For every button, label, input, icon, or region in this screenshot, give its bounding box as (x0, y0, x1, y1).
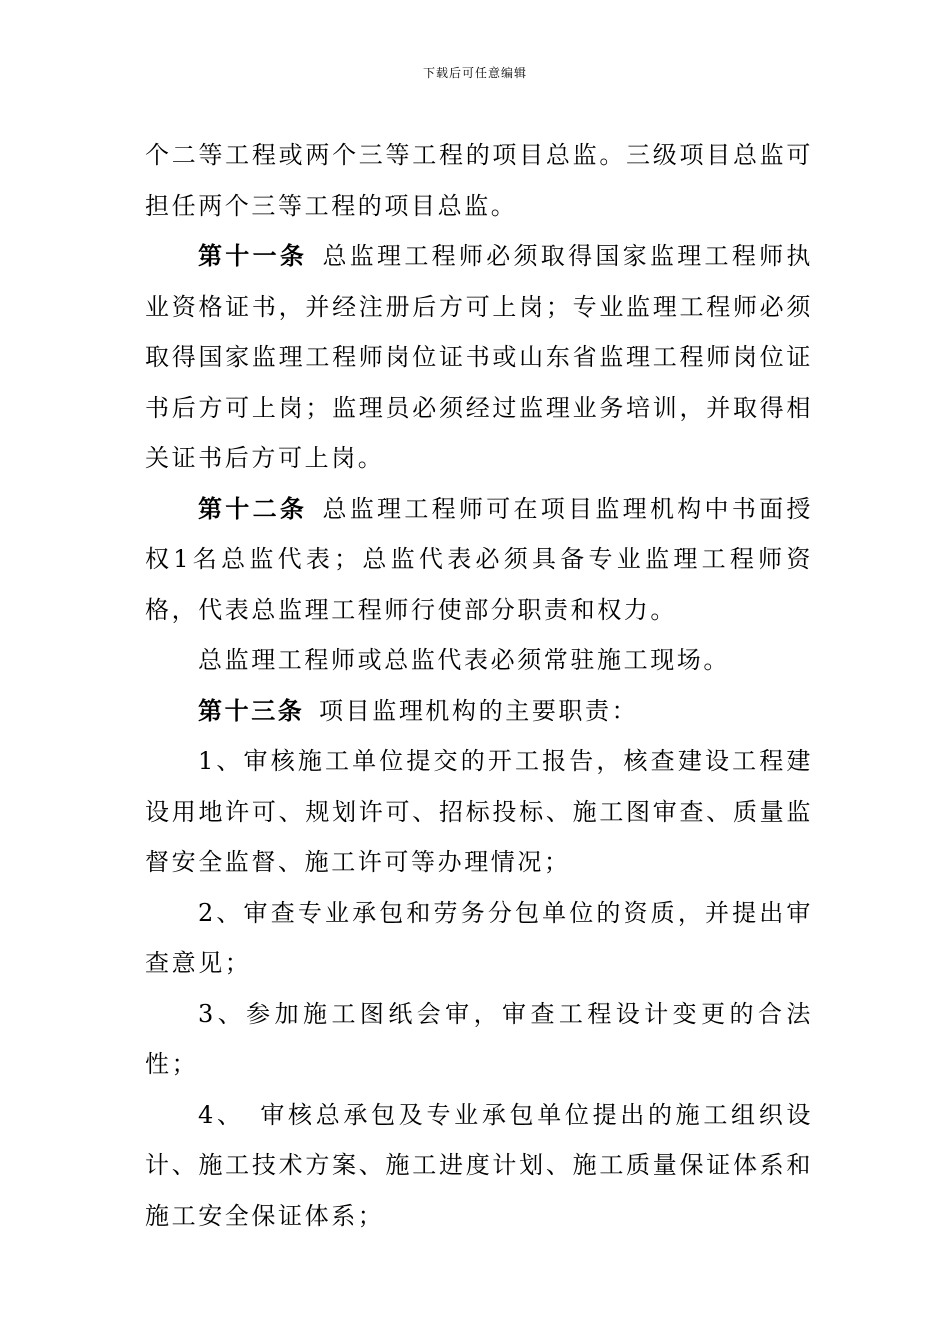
list-item-2 (145, 888, 813, 989)
list-item-text: 1、审核施工单位提交的开工报告，核查建设工程建设用地许可、规划许可、招标投标、施工图审查、质量监督安全监督、施工许可等办理情况； (145, 747, 813, 876)
paragraph-text: 总监理工程师或总监代表必须常驻施工现场。 (198, 646, 730, 674)
document-body (145, 130, 813, 1241)
article-number: 第十一条 (198, 241, 308, 270)
header-note: 下载后可任意编辑 (422, 66, 527, 80)
paragraph-text: 个二等工程或两个三等工程的项目总监。三级项目总监可担任两个三等工程的项目总监。 (145, 141, 813, 220)
list-item-text: 3、参加施工图纸会审，审查工程设计变更的合法性； (145, 999, 813, 1078)
paragraph-resident (145, 635, 813, 686)
article-13 (145, 686, 813, 737)
paragraph-text: 总监理工程师可在项目监理机构中书面授权1名总监代表；总监代表必须具备专业监理工程师资格，代表总监理工程师行使部分职责和权力。 (145, 494, 813, 624)
article-11 (145, 231, 813, 484)
list-item-text: 4、 审核总承包及专业承包单位提出的施工组织设计、施工技术方案、施工进度计划、施工质量保证体系和施工安全保证体系； (145, 1100, 813, 1230)
list-item-text: 2、审查专业承包和劳务分包单位的资质，并提出审查意见； (145, 898, 813, 977)
paragraph-continuation (145, 130, 813, 231)
list-item-4 (145, 1090, 813, 1242)
article-number: 第十二条 (198, 493, 308, 523)
article-12 (145, 484, 813, 636)
list-item-1 (145, 736, 813, 888)
article-number: 第十三条 (198, 695, 305, 725)
paragraph-text: 总监理工程师必须取得国家监理工程师执业资格证书，并经注册后方可上岗；专业监理工程师必须取得国家监理工程师岗位证书或山东省监理工程师岗位证书后方可上岗；监理员必须经过监理业务培训，并取得相关证书后方可上岗。 (145, 242, 813, 472)
list-item-3 (145, 989, 813, 1090)
paragraph-text: 项目监理机构的主要职责： (319, 696, 639, 725)
